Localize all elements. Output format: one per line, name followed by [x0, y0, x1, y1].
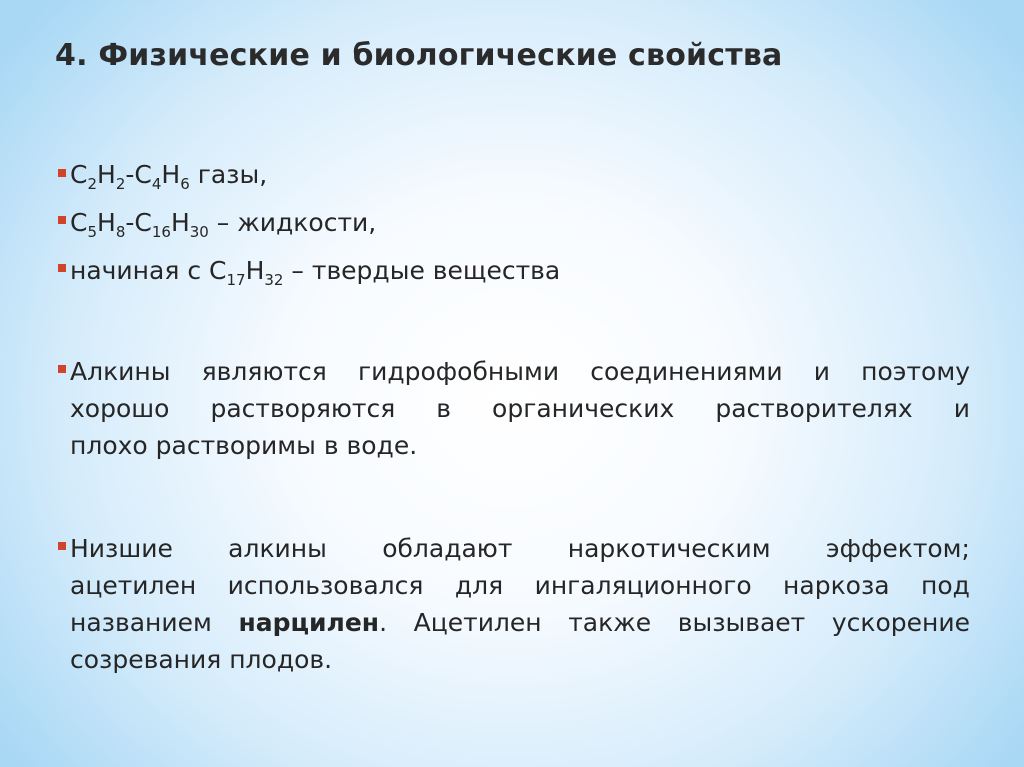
word: эффектом;: [825, 534, 970, 563]
subscript: 16: [151, 223, 171, 241]
word: названием: [70, 608, 212, 637]
text-segment: C: [70, 208, 88, 237]
word: использовался: [227, 571, 424, 600]
word: также: [568, 608, 652, 637]
word: и: [813, 357, 830, 386]
word: хорошо: [70, 394, 170, 423]
word: в: [436, 394, 452, 423]
word: созревания плодов.: [70, 645, 333, 674]
subscript: 8: [115, 223, 126, 241]
bullet-marker: [58, 365, 66, 373]
word: под: [921, 571, 970, 600]
subscript: 6: [180, 175, 190, 193]
word: плохо растворимы в воде.: [70, 431, 418, 460]
text-segment: газы,: [189, 160, 268, 189]
word: растворителях: [715, 394, 913, 423]
text-segment: -C: [125, 208, 152, 237]
bullet-item-solids: [70, 252, 560, 290]
text-segment: H: [170, 208, 190, 237]
word: и: [953, 394, 970, 423]
word: являются: [201, 357, 327, 386]
word: вызывает: [677, 608, 806, 637]
subscript: 2: [87, 175, 98, 193]
subscript: 2: [115, 175, 126, 193]
text-segment: C: [70, 160, 88, 189]
word: наркоза: [783, 571, 890, 600]
word: растворяются: [210, 394, 396, 423]
text-segment: – твердые вещества: [283, 256, 561, 285]
word: Низшие: [70, 534, 173, 563]
word: алкины: [228, 534, 327, 563]
word: ингаляционного: [534, 571, 752, 600]
text-segment: H: [161, 160, 181, 189]
paragraph-line: [70, 604, 970, 641]
subscript: 30: [189, 223, 209, 241]
word: для: [454, 571, 504, 600]
text-segment: -C: [125, 160, 152, 189]
word: обладают: [382, 534, 513, 563]
word: ускорение: [831, 608, 970, 637]
subscript: 32: [264, 271, 284, 289]
bold-term: нарцилен: [238, 608, 380, 637]
text-segment: H: [97, 160, 116, 189]
bullet-marker: [58, 216, 66, 224]
slide-title: 4. Физические и биологические свойства: [55, 38, 783, 73]
bullet-item-liquids: [70, 204, 376, 242]
bullet-marker: [58, 542, 66, 550]
word: нарцилен.: [238, 608, 388, 637]
word: наркотическим: [567, 534, 771, 563]
bullet-marker: [58, 169, 66, 177]
word: гидрофобными: [357, 357, 560, 386]
text-segment: H: [97, 208, 116, 237]
paragraph-line: [70, 567, 970, 604]
word: соединениями: [590, 357, 783, 386]
text-segment: H: [245, 256, 265, 285]
bullet-marker: [58, 264, 66, 272]
paragraph-line: [70, 353, 970, 390]
text-segment: начиная с C: [70, 256, 227, 285]
paragraph-line: [70, 427, 970, 464]
subscript: 17: [226, 271, 246, 289]
paragraph-narcotic: [70, 530, 970, 678]
word: органических: [492, 394, 675, 423]
subscript: 4: [151, 175, 162, 193]
word: поэтому: [861, 357, 970, 386]
paragraph-line: [70, 530, 970, 567]
word: ацетилен: [70, 571, 197, 600]
word: Алкины: [70, 357, 171, 386]
bullet-item-gases: [70, 156, 267, 194]
paragraph-hydrophobic: [70, 353, 970, 464]
subscript: 5: [87, 223, 98, 241]
paragraph-line: [70, 390, 970, 427]
paragraph-line: [70, 641, 970, 678]
text-segment: – жидкости,: [208, 208, 377, 237]
word: Ацетилен: [413, 608, 542, 637]
